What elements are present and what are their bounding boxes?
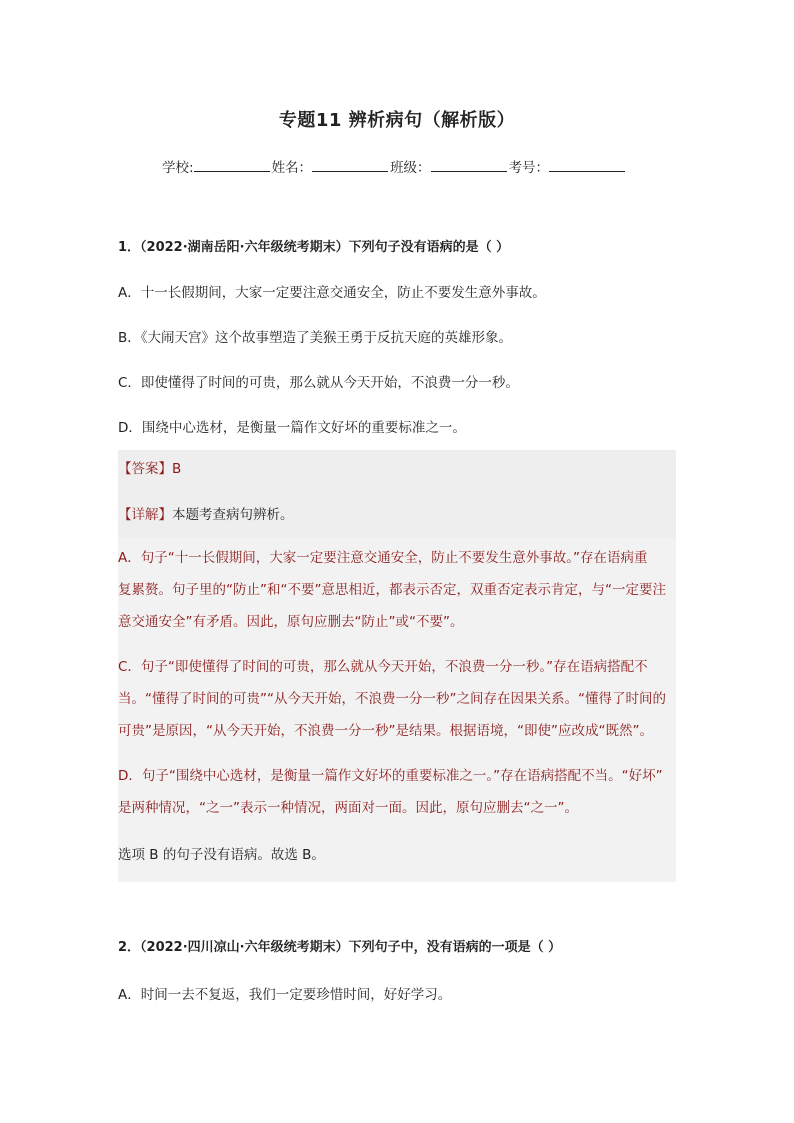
conclusion-line: 选项 B 的句子没有语病。故选 B。 xyxy=(118,847,325,863)
exam-number-blank[interactable] xyxy=(549,159,625,172)
analysis-line: D．句子“围绕中心选材，是衡量一篇作文好坏的重要标准之一。”存在语病搭配不当。“好坏” xyxy=(118,768,663,784)
analysis-option-d xyxy=(118,760,676,824)
analysis-line: 是两种情况，“之一”表示一种情况，两面对一面。因此，原句应删去“之一”。 xyxy=(118,800,578,816)
analysis-line: 当。“懂得了时间的可贵”“从今天开始，不浪费一分一秒”之间存在因果关系。“懂得了时间的 xyxy=(118,691,666,707)
analysis-option-c xyxy=(118,651,676,747)
analysis-line: A．句子“十一长假期间，大家一定要注意交通安全，防止不要发生意外事故。”存在语病重 xyxy=(118,550,648,566)
detail-text: 本题考查病句辨析。 xyxy=(172,507,294,523)
name-label: 姓名： xyxy=(271,160,313,176)
school-label: 学校: xyxy=(162,160,194,176)
name-blank[interactable] xyxy=(312,159,388,172)
student-info-line xyxy=(162,156,627,176)
detail-label: 【详解】 xyxy=(118,507,172,523)
detail-line xyxy=(118,507,294,523)
exam-number-label: 考号： xyxy=(508,160,550,176)
school-blank[interactable] xyxy=(194,159,270,172)
analysis-option-a xyxy=(118,542,676,638)
page-title: 专题11 辨析病句（解析版） xyxy=(278,110,516,131)
analysis-line: 意交通安全”有矛盾。因此，原句应删去“防止”或“不要”。 xyxy=(118,614,464,630)
question-1-stem: 1．（2022·湖南岳阳·六年级统考期末）下列句子没有语病的是（ ） xyxy=(118,240,510,255)
question-1-option-d: D．围绕中心选材，是衡量一篇作文好坏的重要标准之一。 xyxy=(118,420,466,436)
answer-explanation-box xyxy=(118,450,676,882)
question-1-option-b: B．《大闹天宫》这个故事塑造了美猴王勇于反抗天庭的英雄形象。 xyxy=(118,330,513,346)
question-2-stem: 2．（2022·四川凉山·六年级统考期末）下列句子中，没有语病的一项是（ ） xyxy=(118,940,562,955)
analysis-line: C．句子“即使懂得了时间的可贵，那么就从今天开始，不浪费一分一秒。”存在语病搭配不 xyxy=(118,659,648,675)
class-label: 班级： xyxy=(390,160,431,176)
answer-label: 【答案】 xyxy=(118,461,172,477)
analysis-line: 复累赘。句子里的“防止”和“不要”意思相近，都表示否定，双重否定表示肯定，与“一定要注 xyxy=(118,582,666,598)
analysis-line: 可贵”是原因，“从今天开始，不浪费一分一秒”是结果。根据语境，“即使”应改成“既然”。 xyxy=(118,723,653,739)
question-2-option-a: A．时间一去不复返，我们一定要珍惜时间，好好学习。 xyxy=(118,987,452,1003)
answer-line xyxy=(118,461,181,477)
answer-value: B xyxy=(172,461,182,477)
answer-box-header-band xyxy=(118,450,676,538)
question-1-option-c: C．即使懂得了时间的可贵，那么就从今天开始，不浪费一分一秒。 xyxy=(118,375,519,391)
class-blank[interactable] xyxy=(431,159,507,172)
question-1-option-a: A．十一长假期间，大家一定要注意交通安全，防止不要发生意外事故。 xyxy=(118,285,546,301)
